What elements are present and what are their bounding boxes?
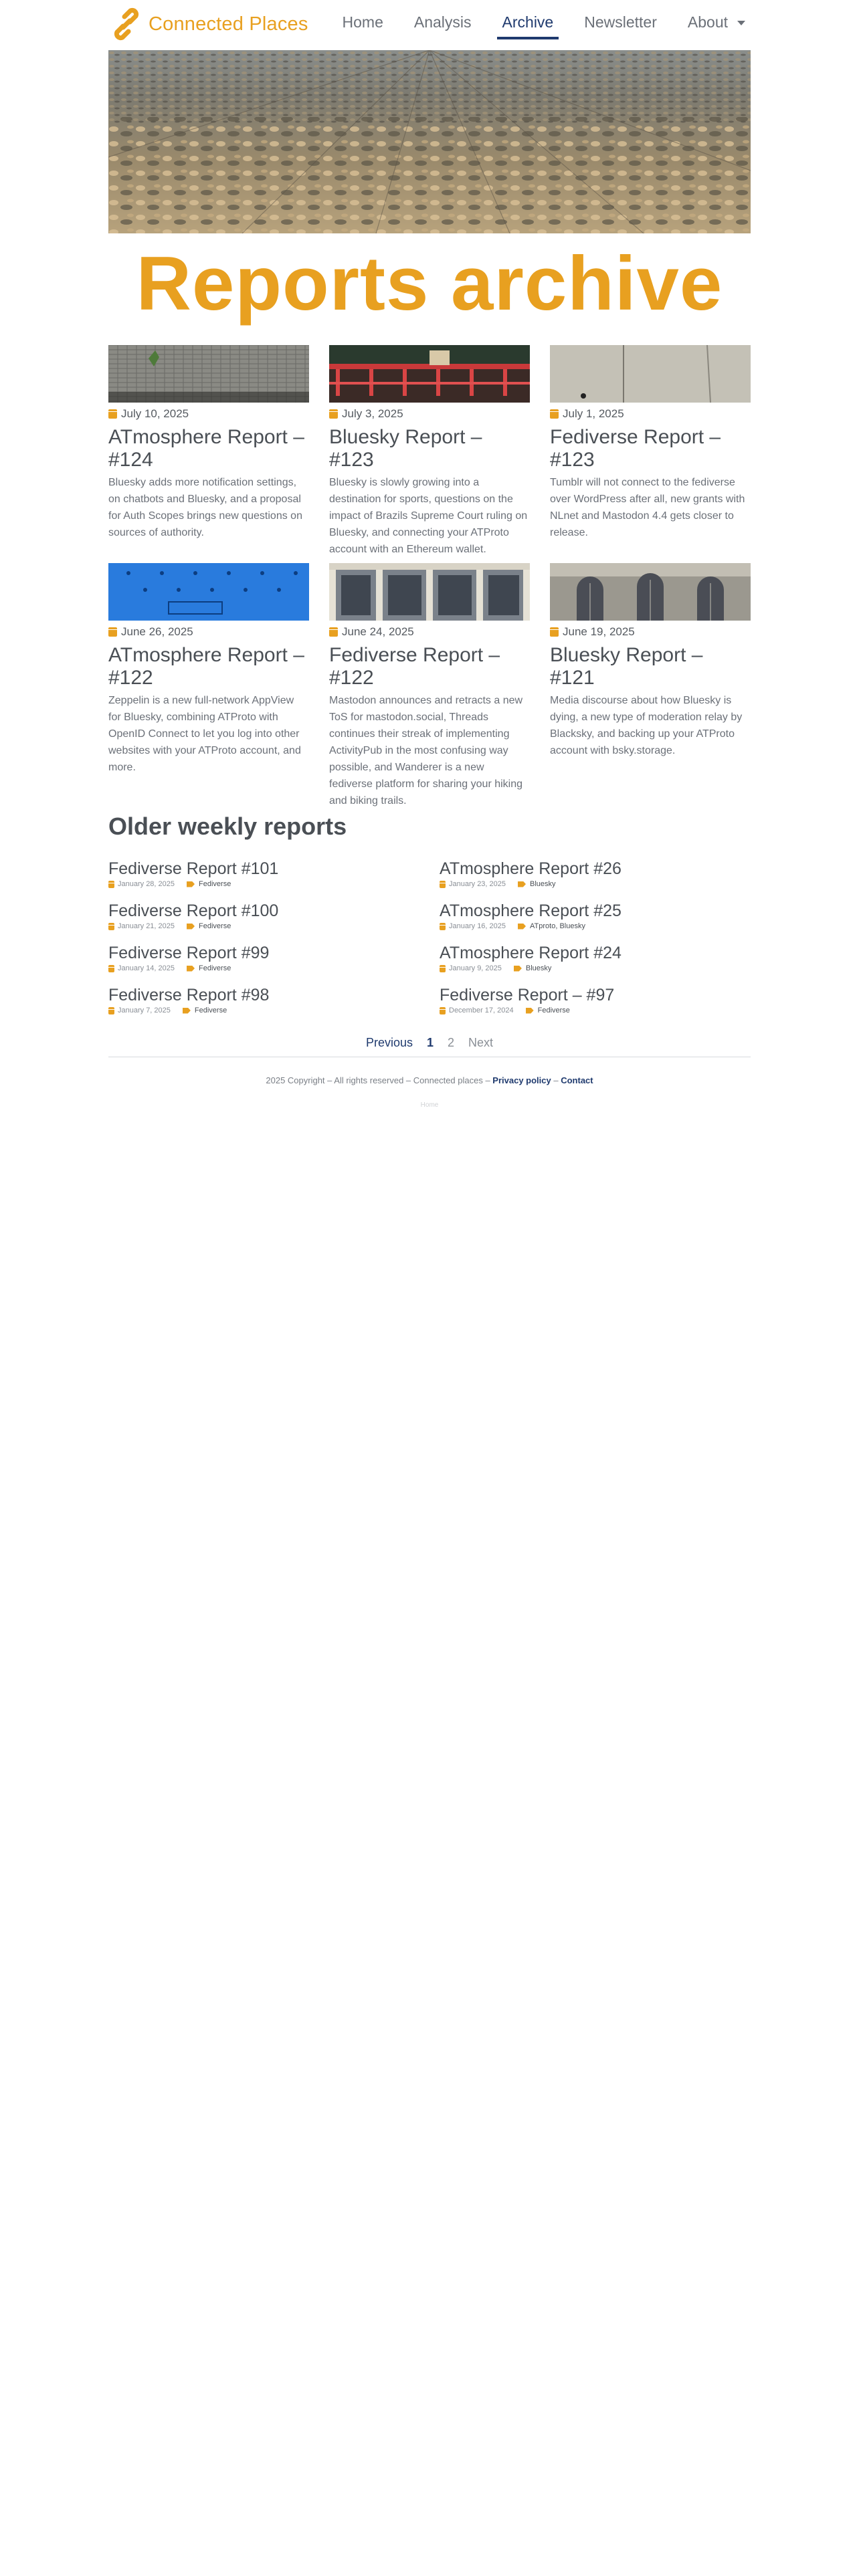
- page-title: Reports archive: [136, 241, 723, 326]
- older-item-date: January 14, 2025: [118, 964, 175, 972]
- report-card[interactable]: [329, 345, 530, 558]
- card-date: July 1, 2025: [563, 407, 624, 420]
- chain-link-icon: [108, 6, 145, 42]
- card-excerpt: Tumblr will not connect to the fediverse over WordPress after all, new grants with NLnet and Mastodon 4.4 gets closer to release.: [550, 477, 745, 538]
- older-item-date: January 16, 2025: [449, 922, 506, 930]
- older-item-title[interactable]: Fediverse Report – #97: [440, 986, 615, 1004]
- older-list-right: [440, 859, 754, 1027]
- card-date: June 19, 2025: [563, 625, 635, 638]
- list-item[interactable]: [108, 859, 423, 901]
- site-logo[interactable]: [108, 5, 308, 43]
- older-item-tags[interactable]: Fediverse: [199, 964, 231, 972]
- tag-icon: [514, 966, 522, 972]
- card-excerpt: Media discourse about how Bluesky is dying, a new type of moderation relay by Blacksky, and backing up your ATProto account with bsky.storage.: [550, 695, 743, 756]
- footer-copyright: 2025 Copyright – All rights reserved – Connected places –: [266, 1075, 493, 1085]
- older-item-date: January 7, 2025: [118, 1006, 171, 1014]
- chevron-down-icon: [737, 21, 745, 25]
- card-date: July 3, 2025: [342, 407, 403, 420]
- calendar-icon: [108, 881, 114, 888]
- tag-icon: [187, 924, 195, 930]
- older-reports-heading: Older weekly reports: [108, 813, 347, 840]
- hero-image: [108, 50, 751, 233]
- pagination-page-2[interactable]: 2: [448, 1036, 455, 1049]
- card-image-brick-steps: [108, 345, 309, 403]
- nav-home[interactable]: Home: [342, 13, 383, 31]
- card-title[interactable]: ATmosphere Report – #122: [108, 644, 304, 689]
- older-item-title[interactable]: ATmosphere Report #26: [440, 859, 622, 878]
- card-title[interactable]: Bluesky Report – #123: [329, 426, 482, 471]
- privacy-policy-link[interactable]: Privacy policy: [492, 1075, 551, 1085]
- card-excerpt: Bluesky is slowly growing into a destination for sports, questions on the impact of Brazils Supreme Court ruling on Bluesky, and connecting your ATProto account with an Ethereum wallet.: [329, 477, 528, 555]
- card-title[interactable]: Fediverse Report – #123: [550, 426, 721, 471]
- calendar-icon: [550, 627, 559, 637]
- tag-icon: [518, 881, 526, 887]
- calendar-icon: [329, 627, 338, 637]
- nav-about[interactable]: [682, 9, 751, 38]
- pagination: [108, 1036, 751, 1050]
- footer-home-link[interactable]: Home: [420, 1101, 439, 1109]
- list-item[interactable]: [440, 901, 754, 943]
- pagination-previous[interactable]: Previous: [365, 1036, 413, 1049]
- older-item-date: January 28, 2025: [118, 880, 175, 888]
- older-item-title[interactable]: ATmosphere Report #24: [440, 944, 622, 962]
- pagination-next[interactable]: Next: [468, 1036, 494, 1049]
- calendar-icon: [440, 965, 446, 972]
- site-footer: [108, 1075, 751, 1085]
- card-title[interactable]: Fediverse Report – #122: [329, 644, 500, 689]
- report-card[interactable]: [108, 563, 309, 776]
- report-card[interactable]: [550, 345, 751, 541]
- older-list-left: [108, 859, 423, 1027]
- card-date: June 26, 2025: [121, 625, 193, 638]
- older-item-tags[interactable]: Fediverse: [199, 922, 231, 930]
- calendar-icon: [440, 923, 446, 930]
- list-item[interactable]: [108, 943, 423, 985]
- list-item[interactable]: [108, 985, 423, 1027]
- nav-newsletter[interactable]: Newsletter: [584, 13, 657, 31]
- calendar-icon: [108, 627, 117, 637]
- older-item-title[interactable]: Fediverse Report #100: [108, 901, 279, 920]
- older-item-tags[interactable]: Fediverse: [194, 1006, 227, 1014]
- calendar-icon: [329, 409, 338, 419]
- card-excerpt: Bluesky adds more notification settings, on chatbots and Bluesky, and a proposal for Auth Scopes brings new questions on sources of authority.: [108, 477, 302, 538]
- card-date: June 24, 2025: [342, 625, 414, 638]
- card-excerpt: Zeppelin is a new full-network AppView for Bluesky, combining ATProto with OpenID Connect to let you log into other websites with your ATProto account, and more.: [108, 695, 301, 773]
- nav-archive[interactable]: Archive: [497, 9, 559, 38]
- main-nav: [317, 9, 751, 38]
- card-date: July 10, 2025: [121, 407, 189, 420]
- tag-icon: [187, 966, 195, 972]
- tag-icon: [526, 1008, 534, 1014]
- calendar-icon: [108, 1007, 114, 1014]
- older-item-tags[interactable]: Fediverse: [537, 1006, 570, 1014]
- older-item-title[interactable]: Fediverse Report #98: [108, 986, 270, 1004]
- older-item-title[interactable]: ATmosphere Report #25: [440, 901, 622, 920]
- older-item-date: January 21, 2025: [118, 922, 175, 930]
- older-item-tags[interactable]: Bluesky: [530, 880, 556, 888]
- tag-icon: [183, 1008, 191, 1014]
- older-item-tags[interactable]: Fediverse: [199, 880, 231, 888]
- calendar-icon: [108, 965, 114, 972]
- calendar-icon: [440, 881, 446, 888]
- older-item-date: January 23, 2025: [449, 880, 506, 888]
- report-card[interactable]: [108, 345, 309, 541]
- calendar-icon: [108, 923, 114, 930]
- report-card[interactable]: [550, 563, 751, 759]
- card-image-stone-wall: [550, 345, 751, 403]
- card-title[interactable]: Bluesky Report – #121: [550, 644, 703, 689]
- card-title[interactable]: ATmosphere Report – #124: [108, 426, 304, 471]
- older-item-tags[interactable]: ATproto, Bluesky: [530, 922, 585, 930]
- tag-icon: [518, 924, 526, 930]
- pagination-page-1[interactable]: 1: [426, 1036, 434, 1049]
- calendar-icon: [108, 409, 117, 419]
- card-image-blue-door: [108, 563, 309, 621]
- nav-about-label: About: [687, 13, 728, 31]
- card-excerpt: Mastodon announces and retracts a new ToS for mastodon.social, Threads continues their streak of implementing ActivityPub in the most confusing way possible, and Wanderer is a new fediverse platform for sharing your hiking and biking trails.: [329, 695, 523, 807]
- site-name: Connected Places: [149, 13, 308, 35]
- older-item-tags[interactable]: Bluesky: [525, 964, 552, 972]
- tag-icon: [187, 881, 195, 887]
- list-item[interactable]: [440, 859, 754, 901]
- footer-separator: –: [551, 1075, 561, 1085]
- card-image-gothic-facade: [550, 563, 751, 621]
- calendar-icon: [440, 1007, 446, 1014]
- list-item[interactable]: [440, 943, 754, 985]
- list-item[interactable]: [440, 985, 754, 1027]
- contact-link[interactable]: Contact: [561, 1075, 593, 1085]
- report-card[interactable]: [329, 563, 530, 809]
- calendar-icon: [550, 409, 559, 419]
- nav-analysis[interactable]: Analysis: [413, 13, 472, 31]
- card-image-red-bridge: [329, 345, 530, 403]
- site-header: [108, 0, 751, 48]
- list-item[interactable]: [108, 901, 423, 943]
- older-item-date: December 17, 2024: [449, 1006, 514, 1014]
- older-item-date: January 9, 2025: [449, 964, 502, 972]
- card-image-building-windows: [329, 563, 530, 621]
- older-item-title[interactable]: Fediverse Report #99: [108, 944, 270, 962]
- older-item-title[interactable]: Fediverse Report #101: [108, 859, 279, 878]
